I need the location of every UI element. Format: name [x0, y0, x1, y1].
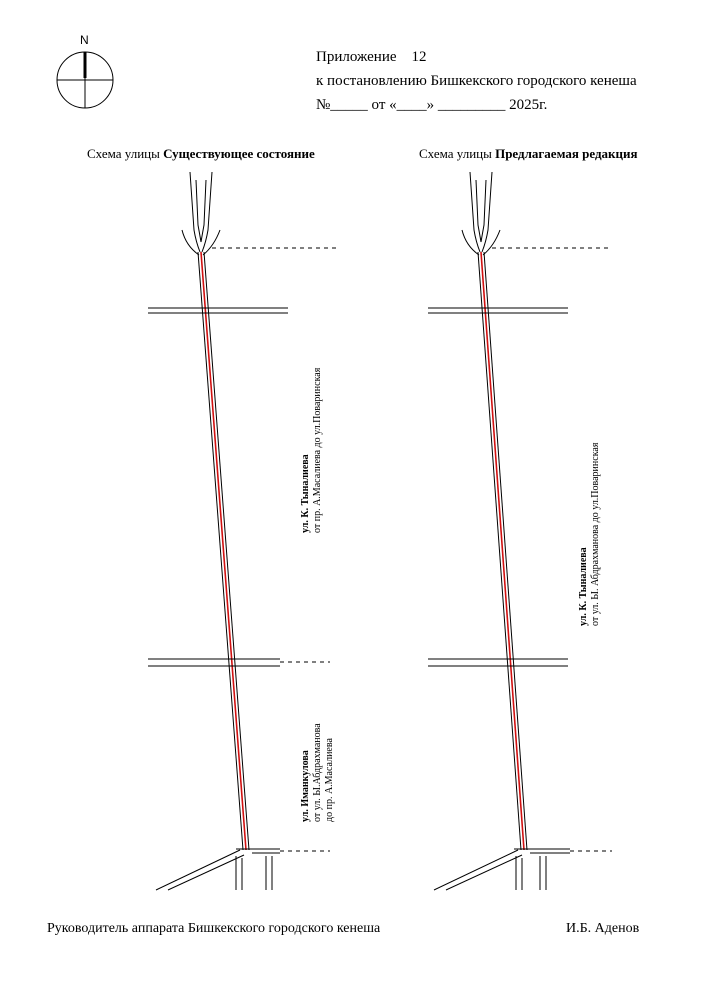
right-street1-range: от ул. Ы. Абдрахманова до ул.Поваринская: [590, 442, 601, 626]
left-street2-label: [300, 723, 336, 822]
left-title-prefix: Схема улицы: [87, 146, 164, 161]
left-street2-name: ул. Иманкулова: [300, 750, 311, 822]
footer-signatory: И.Б. Аденов: [566, 921, 640, 936]
footer-position: Руководитель аппарата Бишкекского городского кенеша: [47, 921, 381, 936]
north-compass-icon: [57, 52, 113, 108]
left-street1-name: ул. К. Тыналиева: [300, 454, 311, 533]
resolution-line: к постановлению Бишкекского городского кенеша: [316, 73, 637, 89]
right-street1-label: [578, 443, 602, 626]
left-title-bold: Существующее состояние: [163, 146, 315, 161]
left-street2-range-b: до пр. А.Масалиева: [324, 738, 335, 822]
right-title-prefix: Схема улицы: [419, 146, 496, 161]
right-street1-name: ул. К. Тыналиева: [578, 547, 589, 626]
right-title-bold: Предлагаемая редакция: [495, 146, 638, 161]
appendix-number: 12: [411, 49, 427, 65]
appendix-line: [316, 48, 427, 66]
appendix-label: Приложение: [316, 49, 397, 65]
right-scheme-title: [419, 146, 638, 162]
street-centerline: [481, 252, 524, 850]
street-centerline: [201, 252, 246, 850]
left-street1-label: [300, 368, 324, 533]
north-label: N: [80, 33, 89, 47]
left-street2-range-a: от ул. Ы.Абдрахманова: [312, 723, 323, 822]
number-date-line: №_____ от «____» _________ 2025г.: [316, 97, 548, 113]
left-street1-range: от пр. А.Масалиева до ул.Поваринская: [312, 367, 323, 533]
left-scheme-title: [87, 146, 315, 162]
